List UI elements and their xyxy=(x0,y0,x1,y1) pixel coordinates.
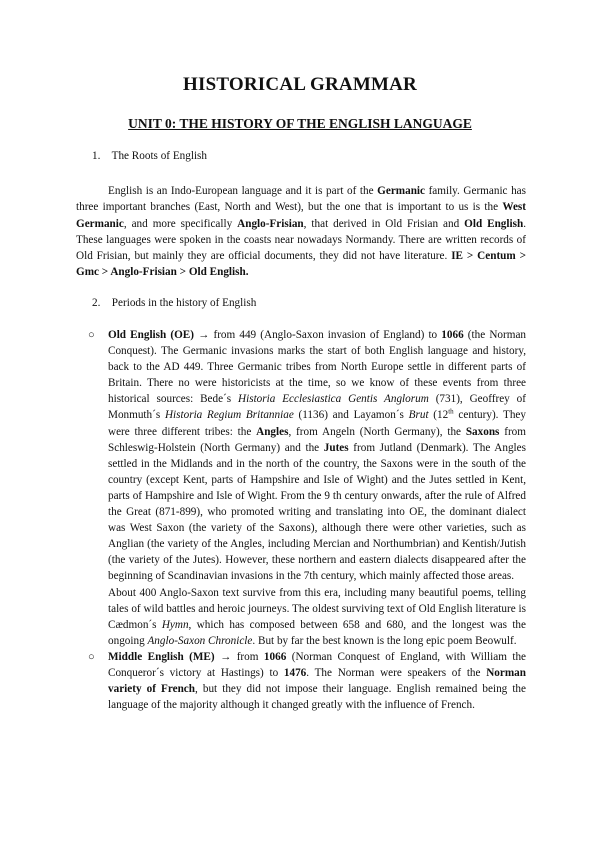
text-run: . The Norman were speakers of the xyxy=(306,666,487,679)
period-name: Middle English (ME) xyxy=(108,650,215,663)
year: 1066 xyxy=(441,329,464,341)
text-run: → from 449 (Anglo-Saxon invasion of England) to xyxy=(194,329,442,341)
circle-bullet-icon: ○ xyxy=(88,650,95,663)
section-heading-roots xyxy=(92,150,207,162)
text-run: . These languages were spoken in the coasts near nowadays Normandy. There are written records of Old Frisian, but mainly they are official documents, they did not have literature. xyxy=(76,217,526,263)
unit-title: UNIT 0: THE HISTORY OF THE ENGLISH LANGUAGE xyxy=(128,116,472,131)
section-number: 2. xyxy=(92,297,101,309)
term-norman-french: Norman variety of French xyxy=(108,666,526,696)
work-title: Historia Ecclesiastica Gentis Anglorum xyxy=(238,393,429,406)
old-english-literature-paragraph xyxy=(108,585,526,649)
term-germanic: Germanic xyxy=(377,185,425,197)
text-run: century). They were three different tribes: the xyxy=(108,409,526,438)
roots-paragraph xyxy=(76,183,526,281)
text-run: (the Norman Conquest). The Germanic invasions marks the start of both English language and history, back to the AD 449. Three Germanic tribes from North Europe settle in different parts of Britain. There no were historicists at the time, so we know of these events from three historical sources: Bede´s xyxy=(108,329,527,406)
text-run: About 400 Anglo-Saxon text survive from this era, including many beautiful poems, telling tales of wild battles and heroic journeys. The oldest surviving text of Old English literature is Cædmon´s xyxy=(108,586,526,631)
text-run: , and more specifically xyxy=(123,217,238,230)
text-run: (Norman Conquest of England, with William the Conqueror´s victory at Hastings) to xyxy=(108,650,527,679)
text-run: (1136) and Layamon´s xyxy=(293,409,409,422)
text-run: family. Germanic has three important branches (East, North and West), but the one that is important to us is the xyxy=(76,185,526,214)
list-item-old-english xyxy=(88,327,526,649)
section-heading-periods xyxy=(92,297,256,309)
middle-english-paragraph xyxy=(108,649,526,713)
year: 1476 xyxy=(283,666,307,679)
circle-bullet-icon: ○ xyxy=(88,329,95,341)
text-run: from Schleswig-Holstein (North Germany) and the xyxy=(108,425,526,454)
text-run: , that derived in Old Frisian and xyxy=(303,217,465,230)
section-heading-text: Periods in the history of English xyxy=(111,297,257,309)
text-run: (731), Geoffrey of Monmuth´s xyxy=(108,393,526,422)
tribe-name: Angles xyxy=(256,425,289,438)
term-old-english: Old English xyxy=(464,217,524,230)
year: 1066 xyxy=(263,650,287,663)
term-west-germanic: West Germanic xyxy=(76,201,526,230)
work-title: Hymn xyxy=(161,618,189,631)
text-run: , which has composed between 658 and 680, and the longest was the ongoing xyxy=(108,618,526,647)
text-run: . But by far the best known is the long epic poem Beowulf. xyxy=(252,634,517,647)
text-run: (12 xyxy=(428,409,449,422)
text-run: , but they did not impose their language. English remained being the language of the majority although it changed greatly with the influence of French. xyxy=(108,683,526,712)
period-name: Old English (OE) xyxy=(108,329,194,341)
section-number: 1. xyxy=(92,150,101,162)
text-run: English is an Indo-European language and it is part of the xyxy=(108,185,378,197)
text-run: , from Angeln (North Germany), the xyxy=(288,425,466,438)
work-title: Brut xyxy=(408,409,429,422)
tribe-name: Saxons xyxy=(465,425,500,438)
old-english-paragraph xyxy=(108,327,526,585)
periods-list xyxy=(88,327,526,713)
section-heading-text: The Roots of English xyxy=(111,150,208,162)
text-run: from Jutland (Denmark). The Angles settled in the Midlands and in the north of the country, the Saxons were in the south of the country (except Kent, parts of Hampshire and Isle of Wight) and the Jutes settled in Kent, parts of Hampshire and Isle of Wight. From the 9 th century onwards, after the rule of Alfred the Great (871-899), who promoted writing and translating into OE, the dominant dialect was West Saxon (the variety of the Saxons), although there were other varieties, such as Anglian (the variety of the Angles, including Mercian and Northumbrian) and Kentish/Jutish (the variety of the Jutes). However, these northern and eastern dialects disappeared after the beginning of Scandinavian invasions in the 7th century, which mainly affected those areas. xyxy=(108,441,526,583)
language-lineage: IE > Centum > Gmc > Anglo-Frisian > Old English. xyxy=(76,250,526,279)
tribe-name: Jutes xyxy=(323,441,349,454)
work-title: Historia Regium Britanniae xyxy=(164,409,294,422)
text-run: → from xyxy=(214,650,264,663)
superscript: th xyxy=(448,407,454,416)
work-title: Anglo-Saxon Chronicle xyxy=(147,634,253,647)
document-title: HISTORICAL GRAMMAR xyxy=(183,74,417,95)
list-item-middle-english xyxy=(88,649,526,713)
term-anglo-frisian: Anglo-Frisian xyxy=(237,217,304,230)
